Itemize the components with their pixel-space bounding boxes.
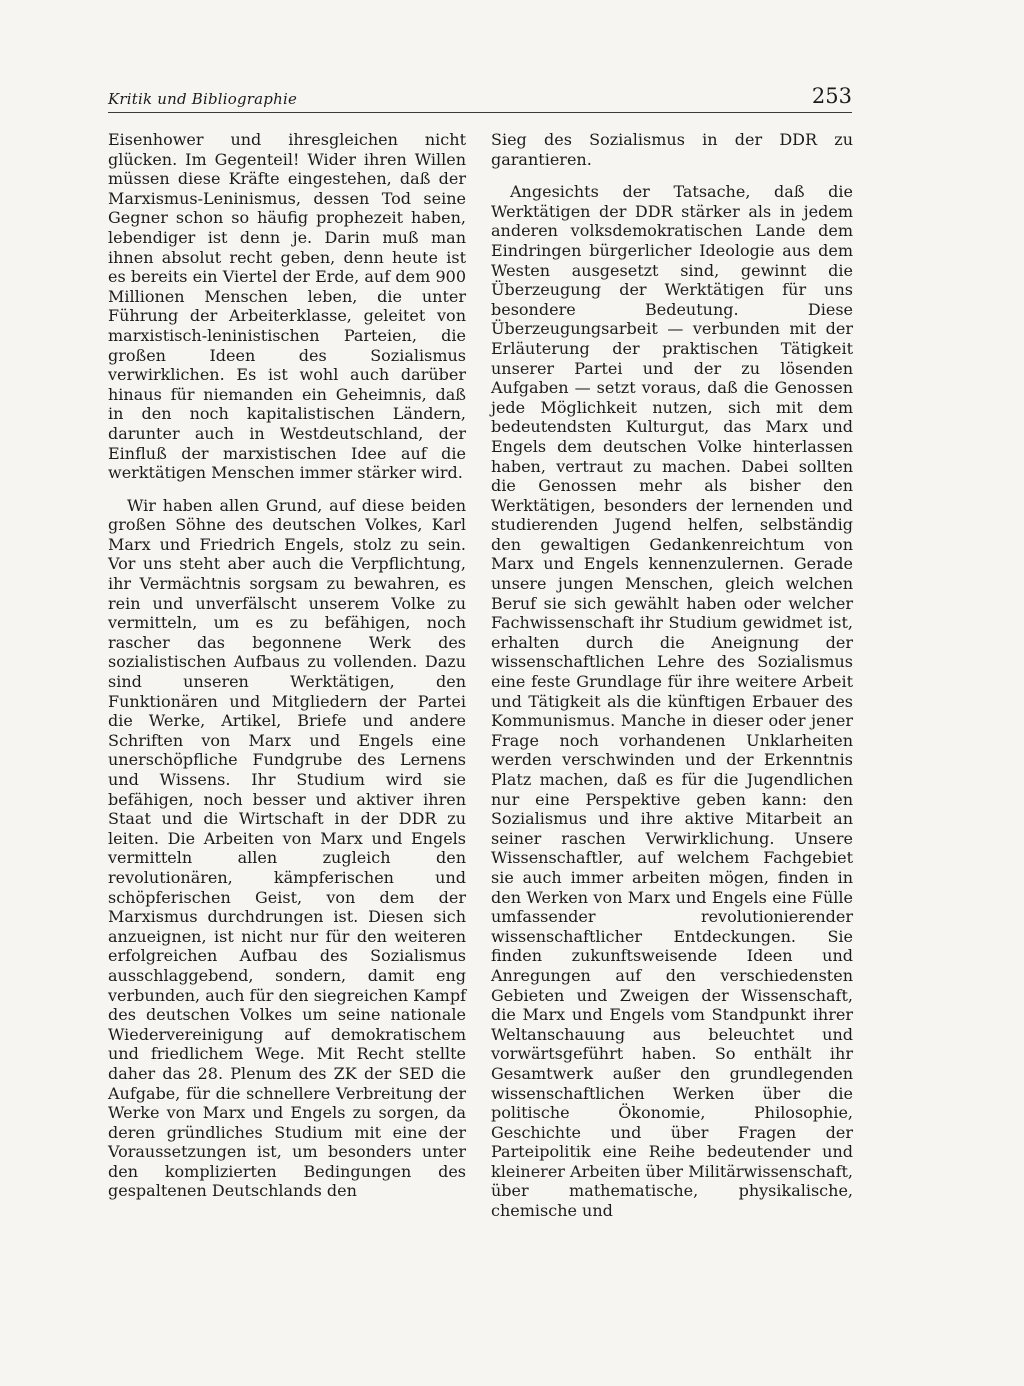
left-paragraph-1: Eisenhower und ihresgleichen nicht glücken. Im Gegenteil! Wider ihren Willen müssen diese Kräfte eingestehen, daß der Marxismus-Leninismus, dessen Tod seine Gegner schon so häufig prophezeit haben, lebendiger ist denn je. Darin muß man ihnen absolut recht geben, denn heute ist es bereits ein Viertel der Erde, auf dem 900 Millionen Menschen leben, die unter Führung der Arbeiterklasse, geleitet von marxistisch-leninistischen Parteien, die großen Ideen des Sozialismus verwirklichen. Es ist wohl auch darüber hinaus für niemanden ein Geheimnis, daß in den noch kapitalistischen Ländern, darunter auch in Westdeutschland, der Einfluß der marxistischen Idee auf die werktätigen Menschen immer stärker wird. xyxy=(108,130,466,483)
left-paragraph-2: Wir haben allen Grund, auf diese beiden großen Söhne des deutschen Volkes, Karl Marx und Friedrich Engels, stolz zu sein. Vor uns steht aber auch die Verpflichtung, ihr Vermächtnis sorgsam zu bewahren, es rein und unverfälscht unserem Volke zu vermitteln, um es zu befähigen, noch rascher das begonnene Werk des sozialistischen Aufbaus zu vollenden. Dazu sind unseren Werktätigen, den Funktionären und Mitgliedern der Partei die Werke, Artikel, Briefe und andere Schriften von Marx und Engels eine unerschöpfliche Fundgrube des Lernens und Wissens. Ihr Studium wird sie befähigen, noch besser und aktiver ihren Staat und die Wirtschaft in der DDR zu leiten. Die Arbeiten von Marx und Engels vermitteln allen zugleich den revolutionären, kämpferischen und schöpferischen Geist, von dem der Marxismus durchdrungen ist. Diesen sich anzueignen, ist nicht nur für den weiteren erfolgreichen Aufbau des Sozialismus ausschlaggebend, sondern, damit eng verbunden, auch für den siegreichen Kampf des deutschen Volkes um seine nationale Wiedervereinigung auf demokratischem und friedlichem Wege. Mit Recht stellte daher das 28. Plenum des ZK der SED die Aufgabe, für die schnellere Verbreitung der Werke von Marx und Engels zu sorgen, da deren gründliches Studium mit eine der Voraussetzungen ist, um besonders unter den komplizierten Bedingungen des gespaltenen Deutschlands den xyxy=(108,495,466,1201)
page-number: 253 xyxy=(811,84,852,108)
header-rule xyxy=(108,112,852,113)
page-header xyxy=(108,84,852,114)
right-paragraph-2: Angesichts der Tatsache, daß die Werktätigen der DDR stärker als in jedem anderen volksdemokratischen Lande dem Eindringen bürgerlicher Ideologie aus dem Westen ausgesetzt sind, gewinnt die Überzeugung der Werktätigen für uns besondere Bedeutung. Diese Überzeugungsarbeit — verbunden mit der Erläuterung der praktischen Tätigkeit unserer Partei und der zu lösenden Aufgaben — setzt voraus, daß die Genossen jede Möglichkeit nutzen, sich mit dem bedeutendsten Kulturgut, das Marx und Engels dem deutschen Volke hinterlassen haben, vertraut zu machen. Dabei sollten die Genossen mehr als bisher den Werktätigen, besonders der lernenden und studierenden Jugend helfen, selbständig den gewaltigen Gedankenreichtum von Marx und Engels kennenzulernen. Gerade unsere jungen Menschen, gleich welchen Beruf sie sich gewählt haben oder welcher Fachwissenschaft ihr Studium gewidmet ist, erhalten durch die Aneignung der wissenschaftlichen Lehre des Sozialismus eine feste Grundlage für ihre weitere Arbeit und Tätigkeit als die künftigen Erbauer des Kommunismus. Manche in dieser oder jener Frage noch vorhandenen Unklarheiten werden verschwinden und der Erkenntnis Platz machen, daß es für die Jugendlichen nur eine Perspektive geben kann: den Sozialismus und ihre aktive Mitarbeit an seiner raschen Verwirklichung. Unsere Wissenschaftler, auf welchem Fachgebiet sie auch immer arbeiten mögen, finden in den Werken von Marx und Engels eine Fülle umfassender revolutionierender wissenschaftlicher Entdeckungen. Sie finden zukunftsweisende Ideen und Anregungen auf den verschiedensten Gebieten und Zweigen der Wissenschaft, die Marx und Engels vom Standpunkt ihrer Weltanschauung aus beleuchtet und vorwärtsgeführt haben. So enthält ihr Gesamtwerk außer den grundlegenden wissenschaftlichen Werken über die politische Ökonomie, Philosophie, Geschichte und über Fragen der Parteipolitik eine Reihe bedeutender und kleinerer Arbeiten über Militärwissenschaft, über mathematische, physikalische, chemische und xyxy=(491,182,853,1221)
right-column xyxy=(491,130,853,1221)
running-title: Kritik und Bibliographie xyxy=(108,90,298,108)
left-column xyxy=(108,130,466,1201)
right-paragraph-1: Sieg des Sozialismus in der DDR zu garantieren. xyxy=(491,130,853,169)
